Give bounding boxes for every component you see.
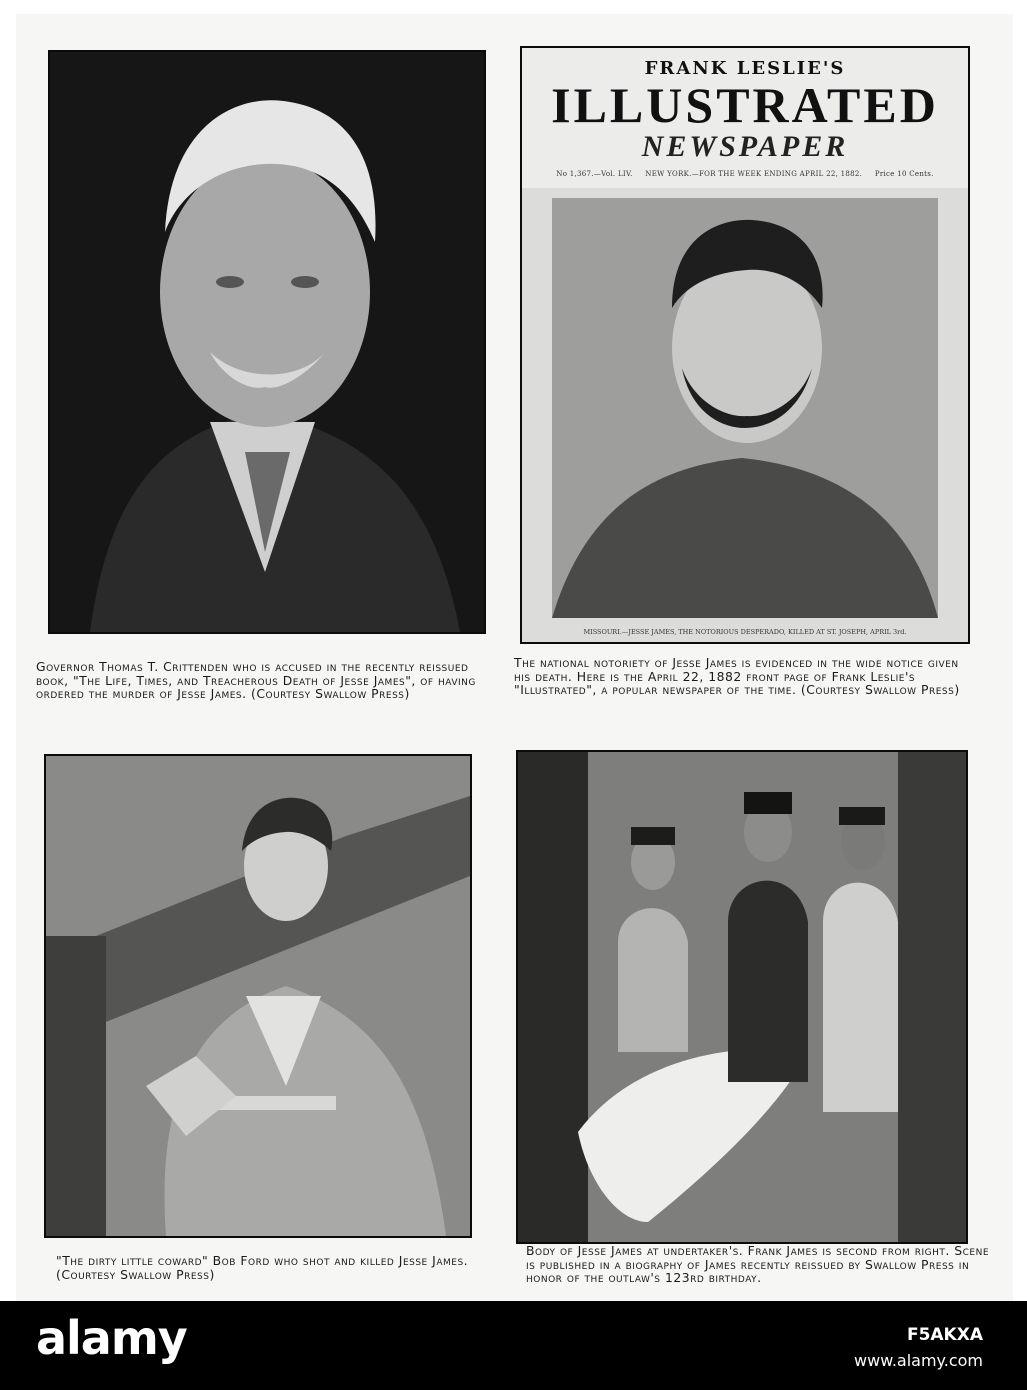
jesse-james-engraving	[522, 48, 968, 642]
masthead-top: FRANK LESLIE'S	[644, 58, 846, 79]
watermark-bar	[0, 1301, 1027, 1390]
date-line: NEW YORK.—FOR THE WEEK ENDING APRIL 22, 1882.	[645, 170, 863, 178]
newspaper-front-page-photo	[520, 46, 970, 644]
newspaper-caption: The national notoriety of Jesse James is evidenced in the wide notice given his death. Here is the April 22, 1882 front page of Frank Leslie's "Illustrated", a popular newspaper of the time. (Courtesy Swallow Press)	[514, 655, 960, 698]
crittenden-portrait-photo	[48, 50, 486, 634]
crittenden-portrait-image	[50, 52, 484, 632]
alamy-logo[interactable]: alamy	[36, 1311, 187, 1365]
masthead-sub: NEWSPAPER	[641, 130, 849, 163]
bob-ford-photo	[44, 754, 472, 1238]
masthead-main: ILLUSTRATED	[551, 77, 939, 133]
undertaker-caption: Body of Jesse James at undertaker's. Frank James is second from right. Scene is published in a biography of James recently reissued by Swallow Press in honor of the outlaw's 123rd birthday.	[526, 1243, 990, 1286]
site-url[interactable]: www.alamy.com	[854, 1351, 983, 1370]
undertaker-scene-image	[518, 752, 966, 1242]
undertaker-scene-photo	[516, 750, 968, 1244]
image-id: F5AKXA	[906, 1325, 983, 1345]
issue-number: No 1,367.—Vol. LIV.	[556, 170, 633, 178]
engraving-caption: MISSOURI.—JESSE JAMES, THE NOTORIOUS DESPERADO, KILLED AT ST. JOSEPH, APRIL 3rd.	[583, 628, 907, 636]
issue-price: Price 10 Cents.	[874, 170, 934, 178]
photo-sheet	[16, 14, 1013, 1301]
bob-ford-caption: "The dirty little coward" Bob Ford who shot and killed Jesse James. (Courtesy Swallow Press)	[56, 1253, 469, 1282]
crittenden-caption: Governor Thomas T. Crittenden who is accused in the recently reissued book, "The Life, Times, and Treacherous Death of Jesse James", of having ordered the murder of Jesse James. (Courtesy Swallow Press)	[36, 659, 476, 702]
bob-ford-image	[46, 756, 470, 1236]
